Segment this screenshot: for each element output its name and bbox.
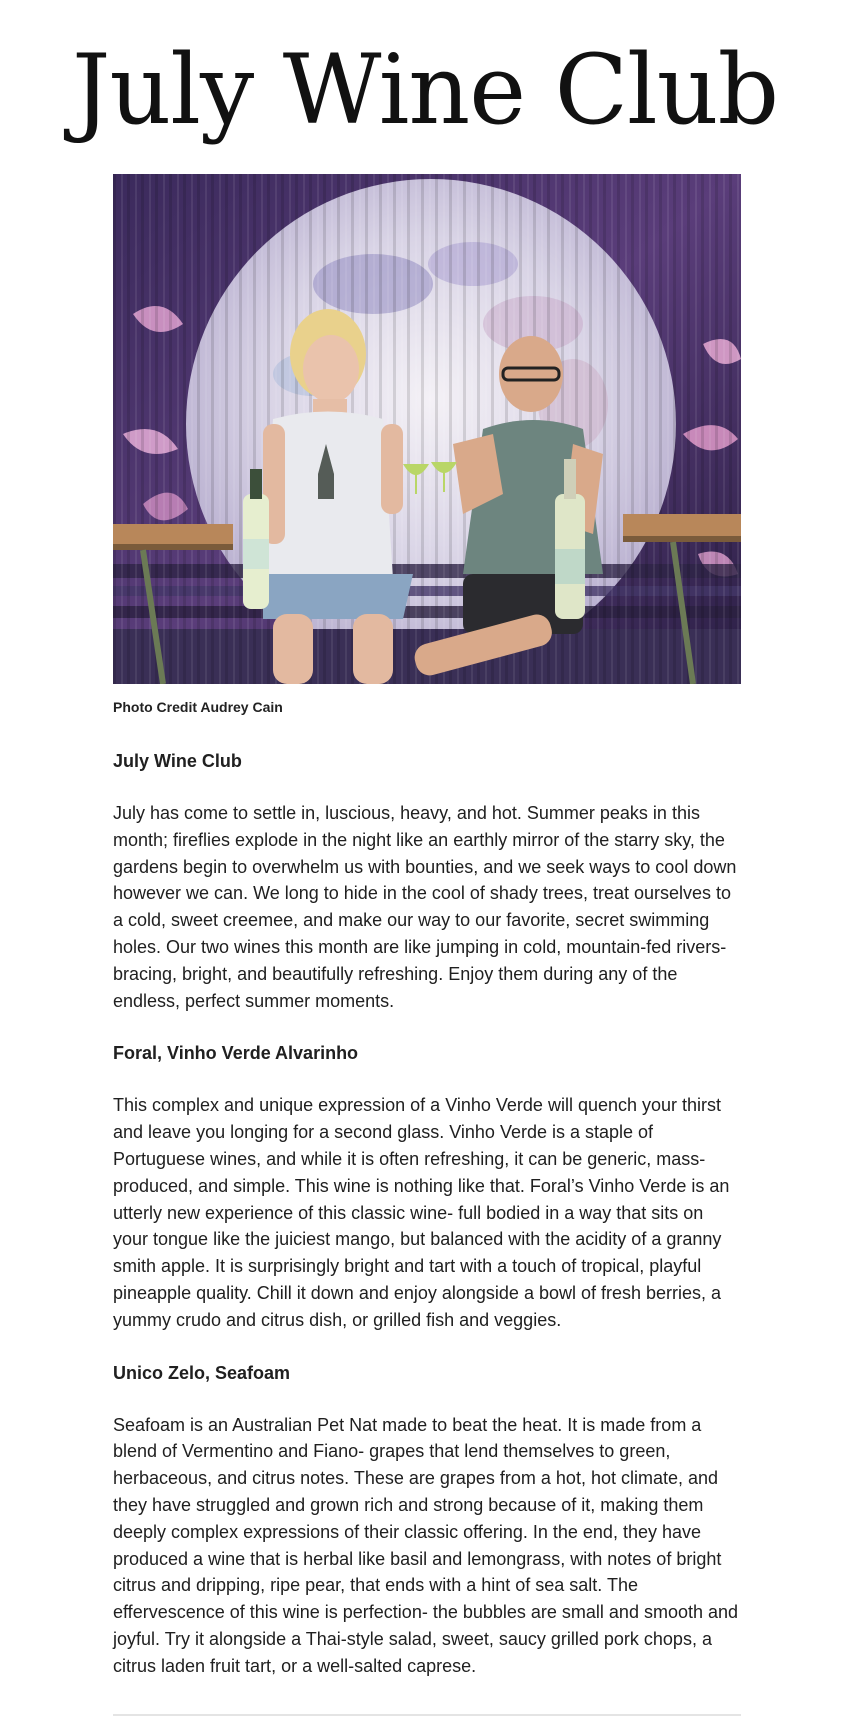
- section-body-intro: July has come to settle in, luscious, heavy, and hot. Summer peaks in this month; fireflies explode in the night like an earthly mirror of the starry sky, the gardens begin to overwhelm us with bounties, and we seek ways to cool down however we can. We long to hide in the cool of shady trees, treat ourselves to a cold, sweet creemee, and make our way to our favorite, secret swimming holes. Our two wines this month are like jumping in cold, mountain-fed rivers- bracing, bright, and beautifully refreshing. Enjoy them during any of the endless, perfect summer moments.: [113, 803, 737, 1011]
- hero-photo: [113, 174, 741, 684]
- section-heading-foral: Foral, Vinho Verde Alvarinho: [113, 1043, 359, 1064]
- section-body-seafoam: Seafoam is an Australian Pet Nat made to beat the heat. It is made from a blend of Vermentino and Fiano- grapes that lend themselves to green, herbaceous, and citrus notes. These are grapes from a hot, hot climate, and they have struggled and grown rich and strong because of it, making them deeply complex expressions of their classic offering. In the end, they have produced a wine that is herbal like basil and lemongrass, with notes of bright citrus and dripping, ripe pear, that ends with a hint of sea salt. The effervescence of this wine is perfection- the bubbles are small and smooth and joyful. Try it alongside a Thai-style salad, sweet, saucy grilled pork chops, a citrus laden fruit tart, or a well-salted caprese.: [113, 1414, 739, 1676]
- article-body: [113, 748, 743, 1706]
- page-title: July Wine Club: [71, 34, 779, 146]
- section-heading-seafoam: Unico Zelo, Seafoam: [113, 1362, 291, 1383]
- photo-caption: Photo Credit Audrey Cain: [113, 699, 283, 715]
- section-heading-intro: July Wine Club: [113, 751, 242, 771]
- divider: [113, 1714, 741, 1716]
- section-body-foral: This complex and unique expression of a Vinho Verde will quench your thirst and leave you longing for a second glass. Vinho Verde is a staple of Portuguese wines, and while it is often refreshing, it can be generic, mass-produced, and simple. This wine is nothing like that. Foral’s Vinho Verde is an utterly new experience of this classic wine- full bodied in a way that sits on your tongue like the juiciest mango, but balanced with the acidity of a granny smith apple. It is surprisingly bright and tart with a touch of tropical, playful pineapple quality. Chill it down and enjoy alongside a bowl of fresh berries, a yummy crudo and citrus dish, or grilled fish and veggies.: [113, 1095, 730, 1330]
